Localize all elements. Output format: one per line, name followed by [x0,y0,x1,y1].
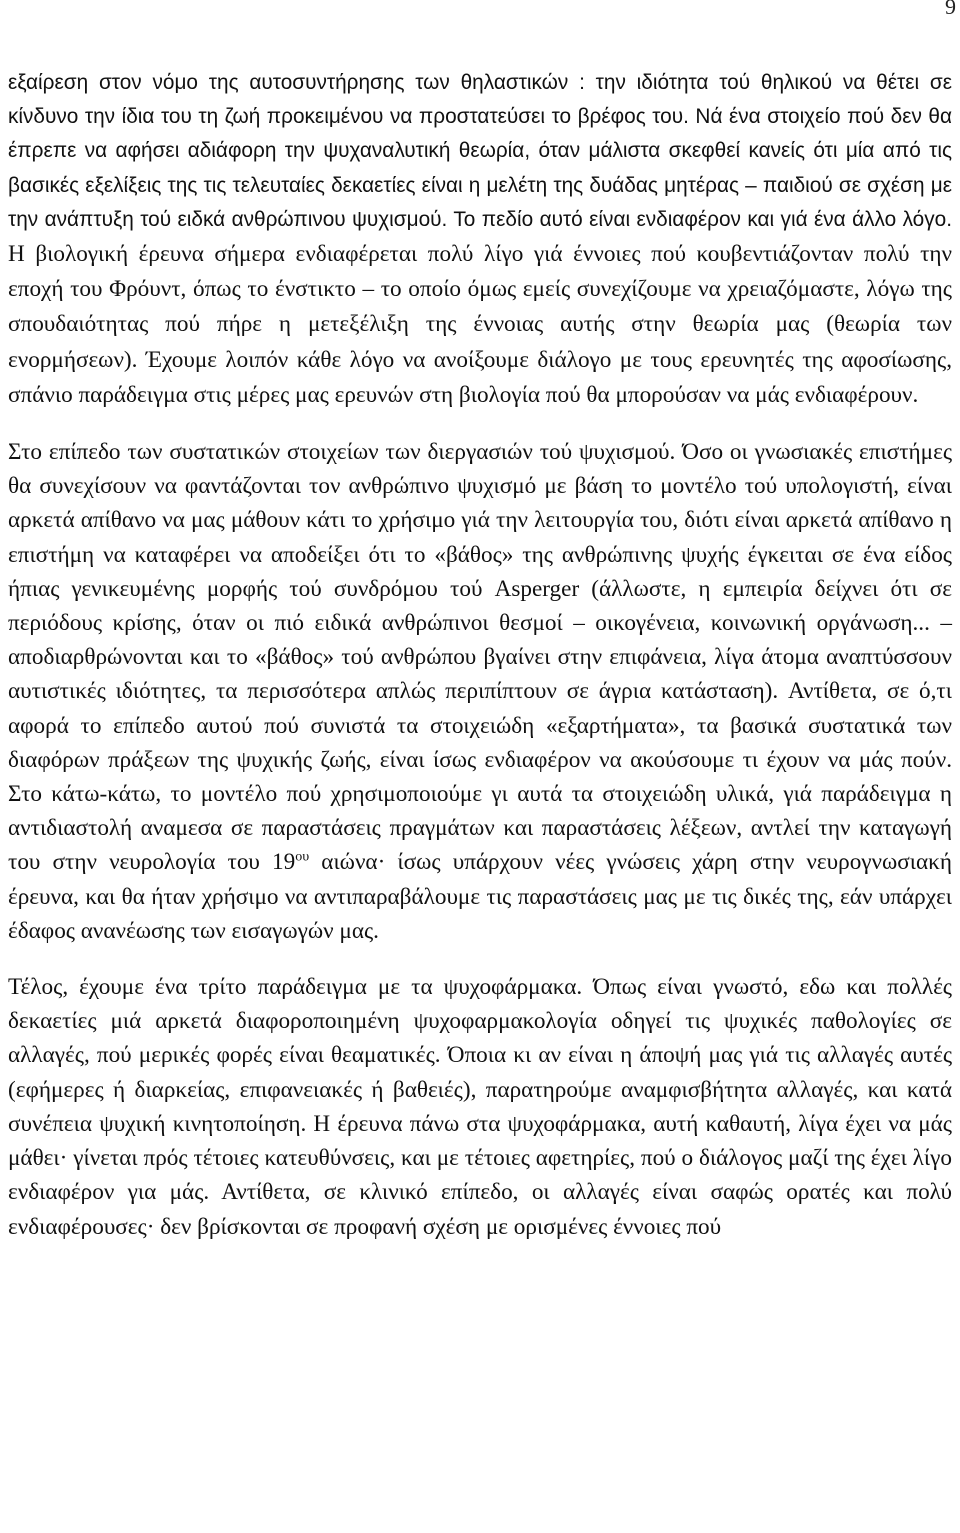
paragraph-2 [8,435,952,948]
paragraph-3-text: Τέλος, έχουμε ένα τρίτο παράδειγμα με τα ψυχοφάρμακα. Όπως είναι γνωστό, εδω και πολλές δεκαετίες μιά αρκετά διαφοροποιημένη ψυχοφαρμακολογία οδηγεί τις ψυχικές παθολογίες σε αλλαγές, πού μερικές φορές είναι θεαματικές. Όποια κι αν είναι η άποψή μας γιά τις αλλαγές αυτές (εφήμερες ή διαρκείας, επιφανειακές ή βαθειές), παρατηρούμε αναμφισβήτητα αλλαγές, και κατά συνέπεια ψυχική κινητοποίηση. Η έρευνα πάνω στα ψυχοφάρμακα, αυτή καθαυτή, λίγα έχει να μάς μάθει· γίνεται πρός τέτοιες κατευθύνσεις, και με τέτοιες αφετηρίες, πού ο διάλογος μαζί της έχει λίγο ενδιαφέρον για μάς. Αντίθετα, σε κλινικό επίπεδο, οι αλλαγές είναι σαφώς ορατές και πολύ ενδιαφέρουσες· δεν βρίσκονται σε προφανή σχέση με ορισμένες έννοιες πού [8,974,952,1240]
paragraph-3 [8,970,952,1244]
page-body [8,66,952,1244]
ordinal-superscript: ου [295,849,310,865]
paragraph-2-part-a: Στο επίπεδο των συστατικών στοιχείων των διεργασιών τού ψυχισμού. Όσο οι γνωσιακές επιστήμες θα συνεχίσουν να φαντάζονται τον ανθρώπινο ψυχισμό με βάση το μοντέλο τού υπολογιστή, είναι αρκετά απίθανο να μας μάθουν κάτι το χρήσιμο γιά την λειτουργία του, διότι είναι αρκετά απίθανο η επιστήμη να καταφέρει να αποδείξει ότι το «βάθος» της ανθρώπινης ψυχής έγκειται σε ένα είδος ήπιας γενικευμένης μορφής τού συνδρόμου τού Asperger (άλλωστε, η εμπειρία δείχνει ότι σε περιόδους κρίσης, όταν οι πιό ειδικά ανθρώπινοι θεσμοί – οικογένεια, κοινωνική οργάνωση... – αποδιαρθρώνονται και το «βάθος» τού ανθρώπου βγαίνει στην επιφάνεια, λίγα άτομα αναπτύσσουν αυτιστικές ιδιότητες, τα περισσότερα απλώς περιπίπτουν σε άγρια κατάσταση). Αντίθετα, σε ό,τι αφορά το επίπεδο αυτού πού συνιστά τα στοιχειώδη «εξαρτήματα», τα βασικά συστατικά των διαφόρων πράξεων της ψυχικής ζωής, είναι ίσως ενδιαφέρον να ακούσουμε τι έχουν να μάς πούν. Στο κάτω-κάτω, το μοντέλο πού χρησιμοποιούμε γι αυτά τα στοιχειώδη υλικά, γιά παράδειγμα η αντιδιαστολή αναμεσα σε παραστάσεις πραγμάτων και παραστάσεις λέξεων, αντλεί την καταγωγή του στην νευρολογία του 19 [8,439,952,876]
paragraph-gap [8,413,952,435]
paragraph-1-part-a: εξαίρεση στον νόμο της αυτοσυντήρησης των θηλαστικών : την ιδιότητα τού θηλικού να θέτει σε κίνδυνο την ίδια του τη ζωή προκειμένου να προστατεύσει το βρέφος του. Νά ένα στοιχείο πού δεν θα έπρεπε να αφήσει αδιάφορη την ψυχαναλυτική θεωρία, όταν μάλιστα σκεφθεί κανείς ότι μία από τις βασικές εξελίξεις της τις τελευταίες δεκαετίες είναι η μελέτη της δυάδας μητέρας – παιδιού σε σχέση με την ανάπτυξη τού ειδκά ανθρώπινου ψυχισμού. Το πεδίο αυτό είναι ενδιαφέρον και γιά ένα άλλο λόγο. [8,71,952,231]
page-number: 9 [945,0,956,19]
paragraph-gap [8,948,952,970]
paragraph-2-part-b: αιώνα· ίσως υπάρχουν νέες γνώσεις χάρη στην νευρογνωσιακή έρευνα, και θα ήταν χρήσιμο να αντιπαραβάλουμε τις παραστάσεις μας με τις δικές της, εάν υπάρχει έδαφος ανανέωσης των εισαγωγών μας. [8,849,952,944]
paragraph-1-part-b: Η βιολογική έρευνα σήμερα ενδιαφέρεται πολύ λίγο γιά έννοιες πού κουβεντιάζονταν πολύ την εποχή του Φρόυντ, όπως το ένστικτο – το οποίο όμως εμείς συνεχίζουμε να χρειαζόμαστε, λόγω της σπουδαιότητας πού πήρε η μετεξέλιξη της έννοιας αυτής στην θεωρία μας (θεωρία των ενορμήσεων). Έχουμε λοιπόν κάθε λόγο να ανοίξουμε διάλογο με τους ερευνητές της αφοσίωσης, σπάνιο παράδειγμα στις μέρες μας ερευνών στη βιολογία πού θα μπορούσαν να μάς ενδιαφέρουν. [8,241,952,408]
paragraph-1 [8,66,952,413]
